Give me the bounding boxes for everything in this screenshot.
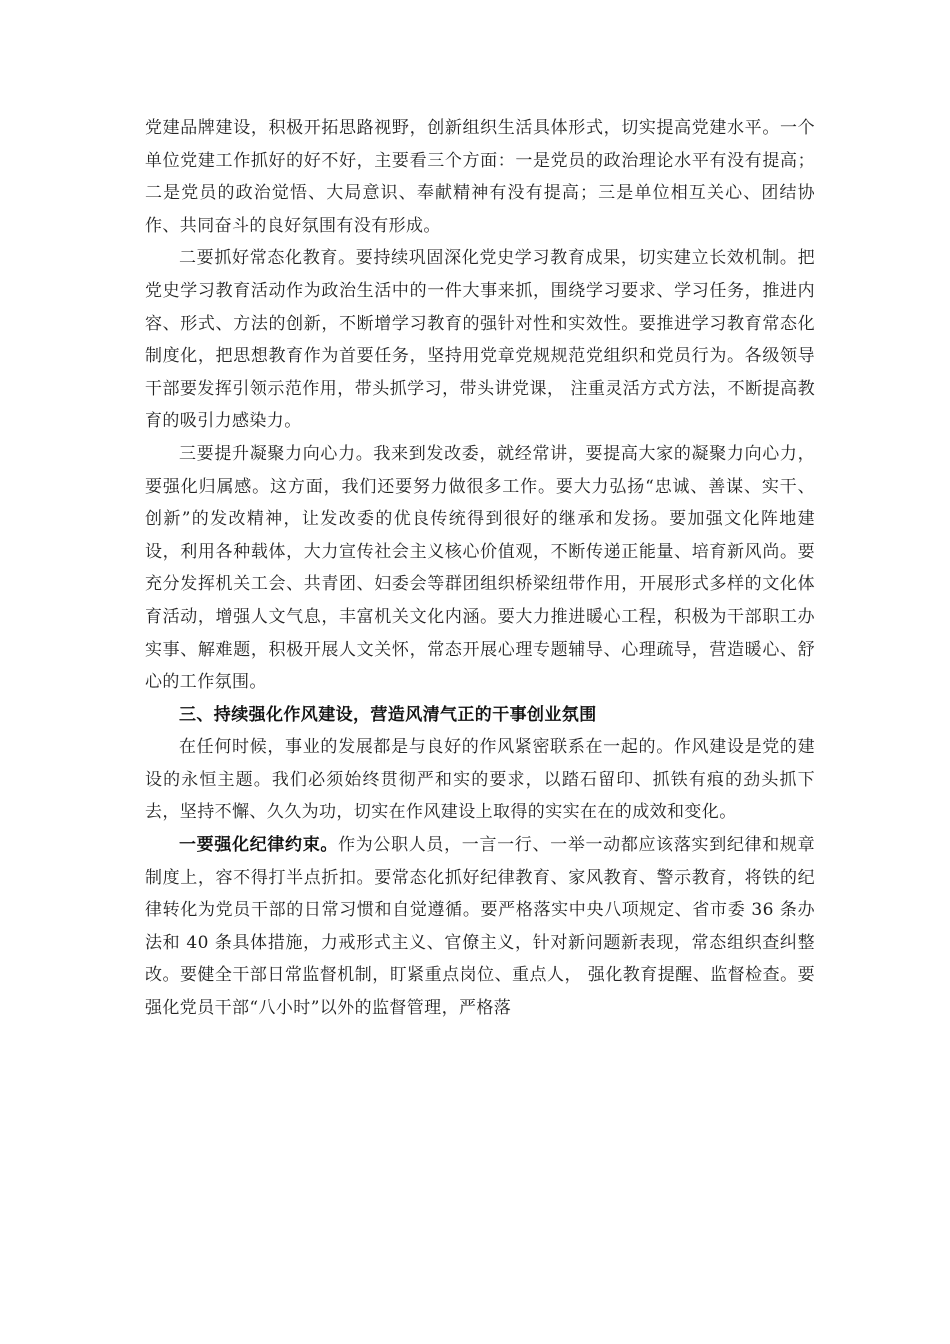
paragraph-lead-text: 一要强化纪律约束。 <box>179 835 339 856</box>
paragraph-party-brand: 党建品牌建设，积极开拓思路视野，创新组织生活具体形式，切实提高党建水平。一个单位党建工作抓好的好不好，主要看三个方面：一是党员的政治理论水平有没有提高；二是党员的政治觉悟、大局意识、奉献精神有没有提高；三是单位相互关心、团结协作、共同奋斗的良好氛围有没有形成。 <box>145 118 815 236</box>
body-text <box>145 112 815 1025</box>
paragraph-body-text: 作为公职人员，一言一行、一举一动都应该落实到纪律和规章制度上，容不得打半点折扣。要常态化抓好纪律教育、家风教育、警示教育，将铁的纪律转化为党员干部的日常习惯和自觉遵循。要严格落实中央八项规定、省市委 36 条办法和 40 条具体措施，力戒形式主义、官僚主义，针对新问题新表现，常态组织查纠整改。要健全干部日常监督机制，盯紧重点岗位、重点人， 强化教育提醒、监督检查。要强化党员干部“八小时”以外的监督管理，严格落 <box>145 835 815 1019</box>
paragraph-section-intro: 在任何时候，事业的发展都是与良好的作风紧密联系在一起的。作风建设是党的建设的永恒主题。我们必须始终贯彻严和实的要求，以踏石留印、抓铁有痕的劲头抓下去，坚持不懈、久久为功，切实在作风建设上取得的实实在在的成效和变化。 <box>145 737 815 823</box>
paragraph-discipline <box>145 829 815 1025</box>
paragraph-regular-education: 二要抓好常态化教育。要持续巩固深化党史学习教育成果，切实建立长效机制。把党史学习教育活动作为政治生活中的一件大事来抓，围绕学习要求、学习任务，推进内容、形式、方法的创新，不断增学习教育的强针对性和实效性。要推进学习教育常态化制度化，把思想教育作为首要任务，坚持用党章党规规范党组织和党员行为。各级领导干部要发挥引领示范作用，带头抓学习，带头讲党课， 注重灵活方式方法，不断提高教育的吸引力感染力。 <box>145 248 815 432</box>
section-heading: 三、持续强化作风建设，营造风清气正的干事创业氛围 <box>179 704 597 725</box>
paragraph-cohesion: 三要提升凝聚力向心力。我来到发改委，就经常讲，要提高大家的凝聚力向心力，要强化归属感。这方面，我们还要努力做很多工作。要大力弘扬“忠诚、善谋、实干、创新”的发改精神，让发改委的优良传统得到很好的继承和发扬。要加强文化阵地建设，利用各种载体，大力宣传社会主义核心价值观，不断传递正能量、培育新风尚。要充分发挥机关工会、共青团、妇委会等群团组织桥梁纽带作用，开展形式多样的文化体育活动，增强人文气息，丰富机关文化内涵。要大力推进暖心工程，积极为干部职工办实事、解难题，积极开展人文关怀，常态开展心理专题辅导、心理疏导，营造暖心、舒心的工作氛围。 <box>145 443 815 693</box>
